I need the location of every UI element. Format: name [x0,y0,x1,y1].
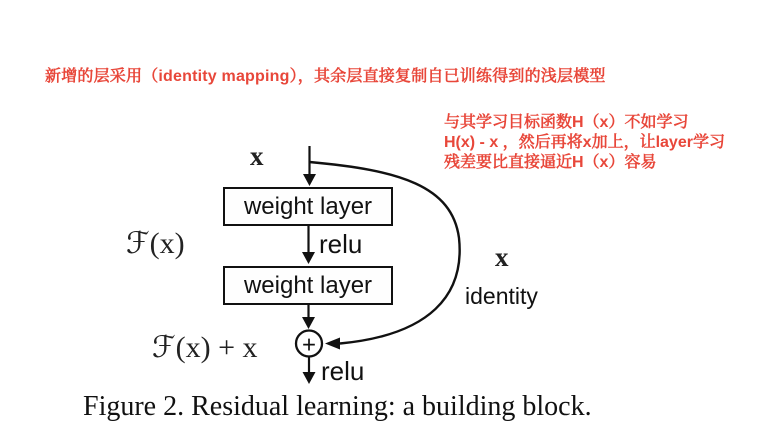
side-note-line-3: 残差要比直接逼近H（x）容易 [444,154,657,171]
relu-mid-label: relu [319,229,363,259]
top-annotation-note: 新增的层采用（identity mapping），其余层直接复制自已训练得到的浅层模型 [45,68,606,85]
skip-connection-arrowhead [325,338,340,350]
identity-label: identity [465,283,538,309]
input-arrowhead [303,174,316,186]
pre-sum-arrowhead [302,317,315,329]
side-note-line-2: H(x) - x ，然后再将x加上，让layer学习 [444,134,725,151]
weight-layer-box-1 [223,187,393,226]
skip-x-label: x [495,242,509,272]
side-note-line-1: 与其学习目标函数H（x）不如学习 [444,114,689,131]
output-arrowhead [303,372,316,384]
plus-icon: + [301,331,317,359]
mid-arrowhead [302,252,315,264]
input-x-label: x [250,141,264,171]
residual-function-label: ℱ(x) [126,227,185,260]
figure-caption: Figure 2. Residual learning: a building block. [83,391,592,422]
sum-output-label: ℱ(x) + x [152,331,258,364]
weight-layer-2-label: weight layer [243,271,373,299]
relu-out-label: relu [321,356,365,386]
weight-layer-box-2 [223,266,393,305]
weight-layer-1-label: weight layer [243,192,373,220]
